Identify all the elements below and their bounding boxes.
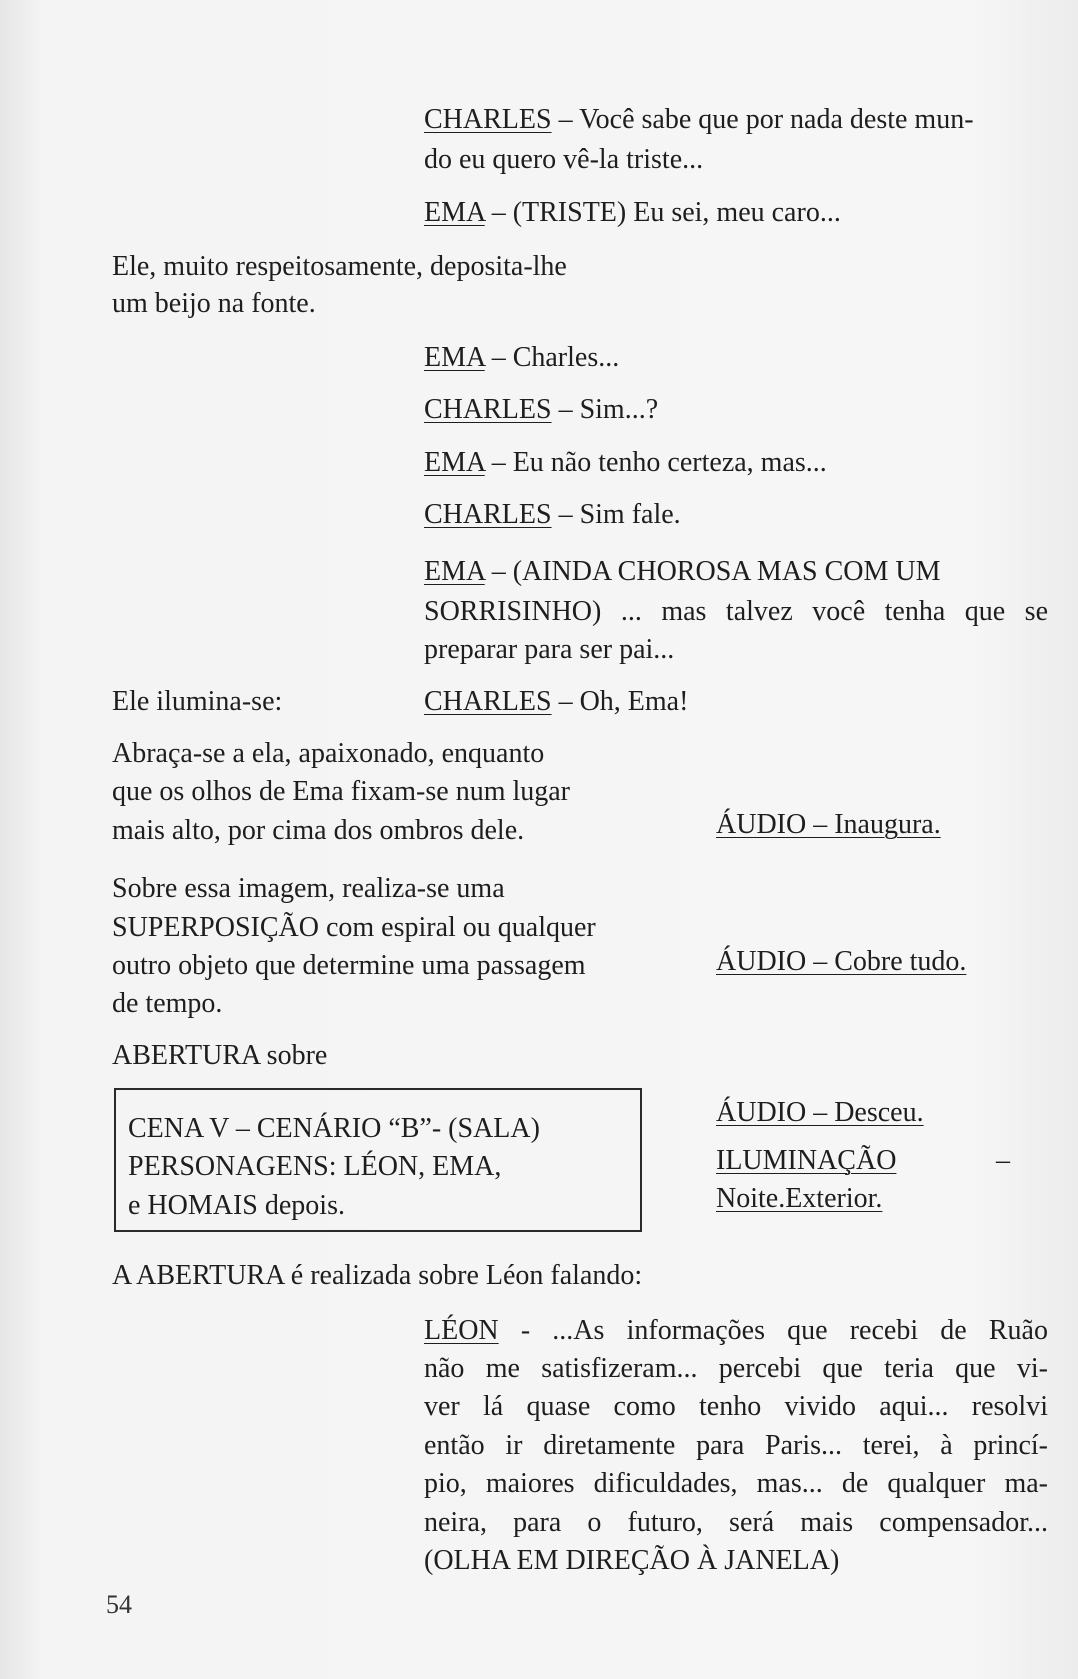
dialogue-charles-1 [424, 102, 974, 138]
stage-direction: A ABERTURA é realizada sobre Léon falando: [112, 1260, 643, 1291]
dialogue-text: ver lá quase como tenho vivido aqui... resolvi [424, 1391, 1048, 1422]
dialogue-ema-3 [424, 445, 827, 481]
audio-cue: ÁUDIO – Desceu. [716, 1097, 924, 1128]
dialogue-text: pio, maiores dificuldades, mas... de qualquer ma- [424, 1468, 1048, 1499]
speaker-name: EMA [424, 342, 485, 373]
dialogue-charles-4 [424, 684, 688, 720]
lighting-cue-dash: – [996, 1145, 1010, 1176]
lighting-cue-value: Noite.Exterior. [716, 1183, 883, 1214]
stage-direction: um beijo na fonte. [112, 288, 316, 319]
lighting-cue-label: ILUMINAÇÃO [716, 1145, 897, 1176]
speaker-name: EMA [424, 197, 485, 228]
dialogue-charles-2 [424, 392, 658, 428]
stage-direction: Sobre essa imagem, realiza-se uma [112, 873, 505, 904]
dialogue-text: não me satisfizeram... percebi que teria que vi- [424, 1353, 1048, 1384]
dialogue-text: do eu quero vê-la triste... [424, 144, 704, 175]
dialogue-ema-1 [424, 195, 841, 231]
dialogue-text: – Eu não tenho certeza, mas... [484, 447, 827, 478]
audio-cue: ÁUDIO – Inaugura. [716, 809, 941, 840]
stage-direction: que os olhos de Ema fixam-se num lugar [112, 776, 571, 807]
stage-direction: Ele ilumina-se: [112, 686, 283, 717]
page-number: 54 [106, 1590, 132, 1619]
scene-heading-line: PERSONAGENS: LÉON, EMA, [128, 1151, 502, 1182]
dialogue-text: SORRISINHO) ... mas talvez você tenha que se [424, 596, 1048, 627]
stage-direction: mais alto, por cima dos ombros dele. [112, 815, 525, 846]
dialogue-text: – Sim fale. [551, 499, 681, 530]
dialogue-text: – Charles... [484, 342, 620, 373]
speaker-name: CHARLES [424, 499, 552, 530]
dialogue-text: – Oh, Ema! [551, 686, 689, 717]
scene-heading-line: CENA V – CENÁRIO “B”- (SALA) [128, 1113, 540, 1144]
scene-heading-line: e HOMAIS depois. [128, 1190, 345, 1221]
dialogue-text: – Você sabe que por nada deste mun- [551, 104, 974, 135]
dialogue-text: – (TRISTE) Eu sei, meu caro... [484, 197, 841, 228]
speaker-name: CHARLES [424, 104, 552, 135]
dialogue-text: preparar para ser pai... [424, 634, 675, 665]
dialogue-text: – (AINDA CHOROSA MAS COM UM [484, 556, 941, 587]
speaker-name: EMA [424, 447, 485, 478]
dialogue-text: - ...As informações que recebi de Ruão [498, 1315, 1048, 1346]
dialogue-leon [424, 1313, 1048, 1349]
dialogue-ema-4 [424, 554, 941, 590]
dialogue-text: então ir diretamente para Paris... terei, à princí- [424, 1430, 1048, 1461]
speaker-name: CHARLES [424, 686, 552, 717]
stage-direction: Ele, muito respeitosamente, deposita-lhe [112, 251, 567, 282]
stage-direction: Abraça-se a ela, apaixonado, enquanto [112, 738, 545, 769]
dialogue-text: (OLHA EM DIREÇÃO À JANELA) [424, 1545, 840, 1576]
dialogue-text: neira, para o futuro, será mais compensador... [424, 1507, 1048, 1538]
speaker-name: CHARLES [424, 394, 552, 425]
speaker-name: LÉON [424, 1315, 499, 1346]
stage-direction: ABERTURA sobre [112, 1040, 328, 1071]
speaker-name: EMA [424, 556, 485, 587]
dialogue-ema-2 [424, 340, 619, 376]
stage-direction: outro objeto que determine uma passagem [112, 950, 586, 981]
stage-direction: de tempo. [112, 988, 223, 1019]
dialogue-text: – Sim...? [551, 394, 659, 425]
dialogue-charles-3 [424, 497, 681, 533]
audio-cue: ÁUDIO – Cobre tudo. [716, 946, 967, 977]
stage-direction: SUPERPOSIÇÃO com espiral ou qualquer [112, 912, 596, 943]
